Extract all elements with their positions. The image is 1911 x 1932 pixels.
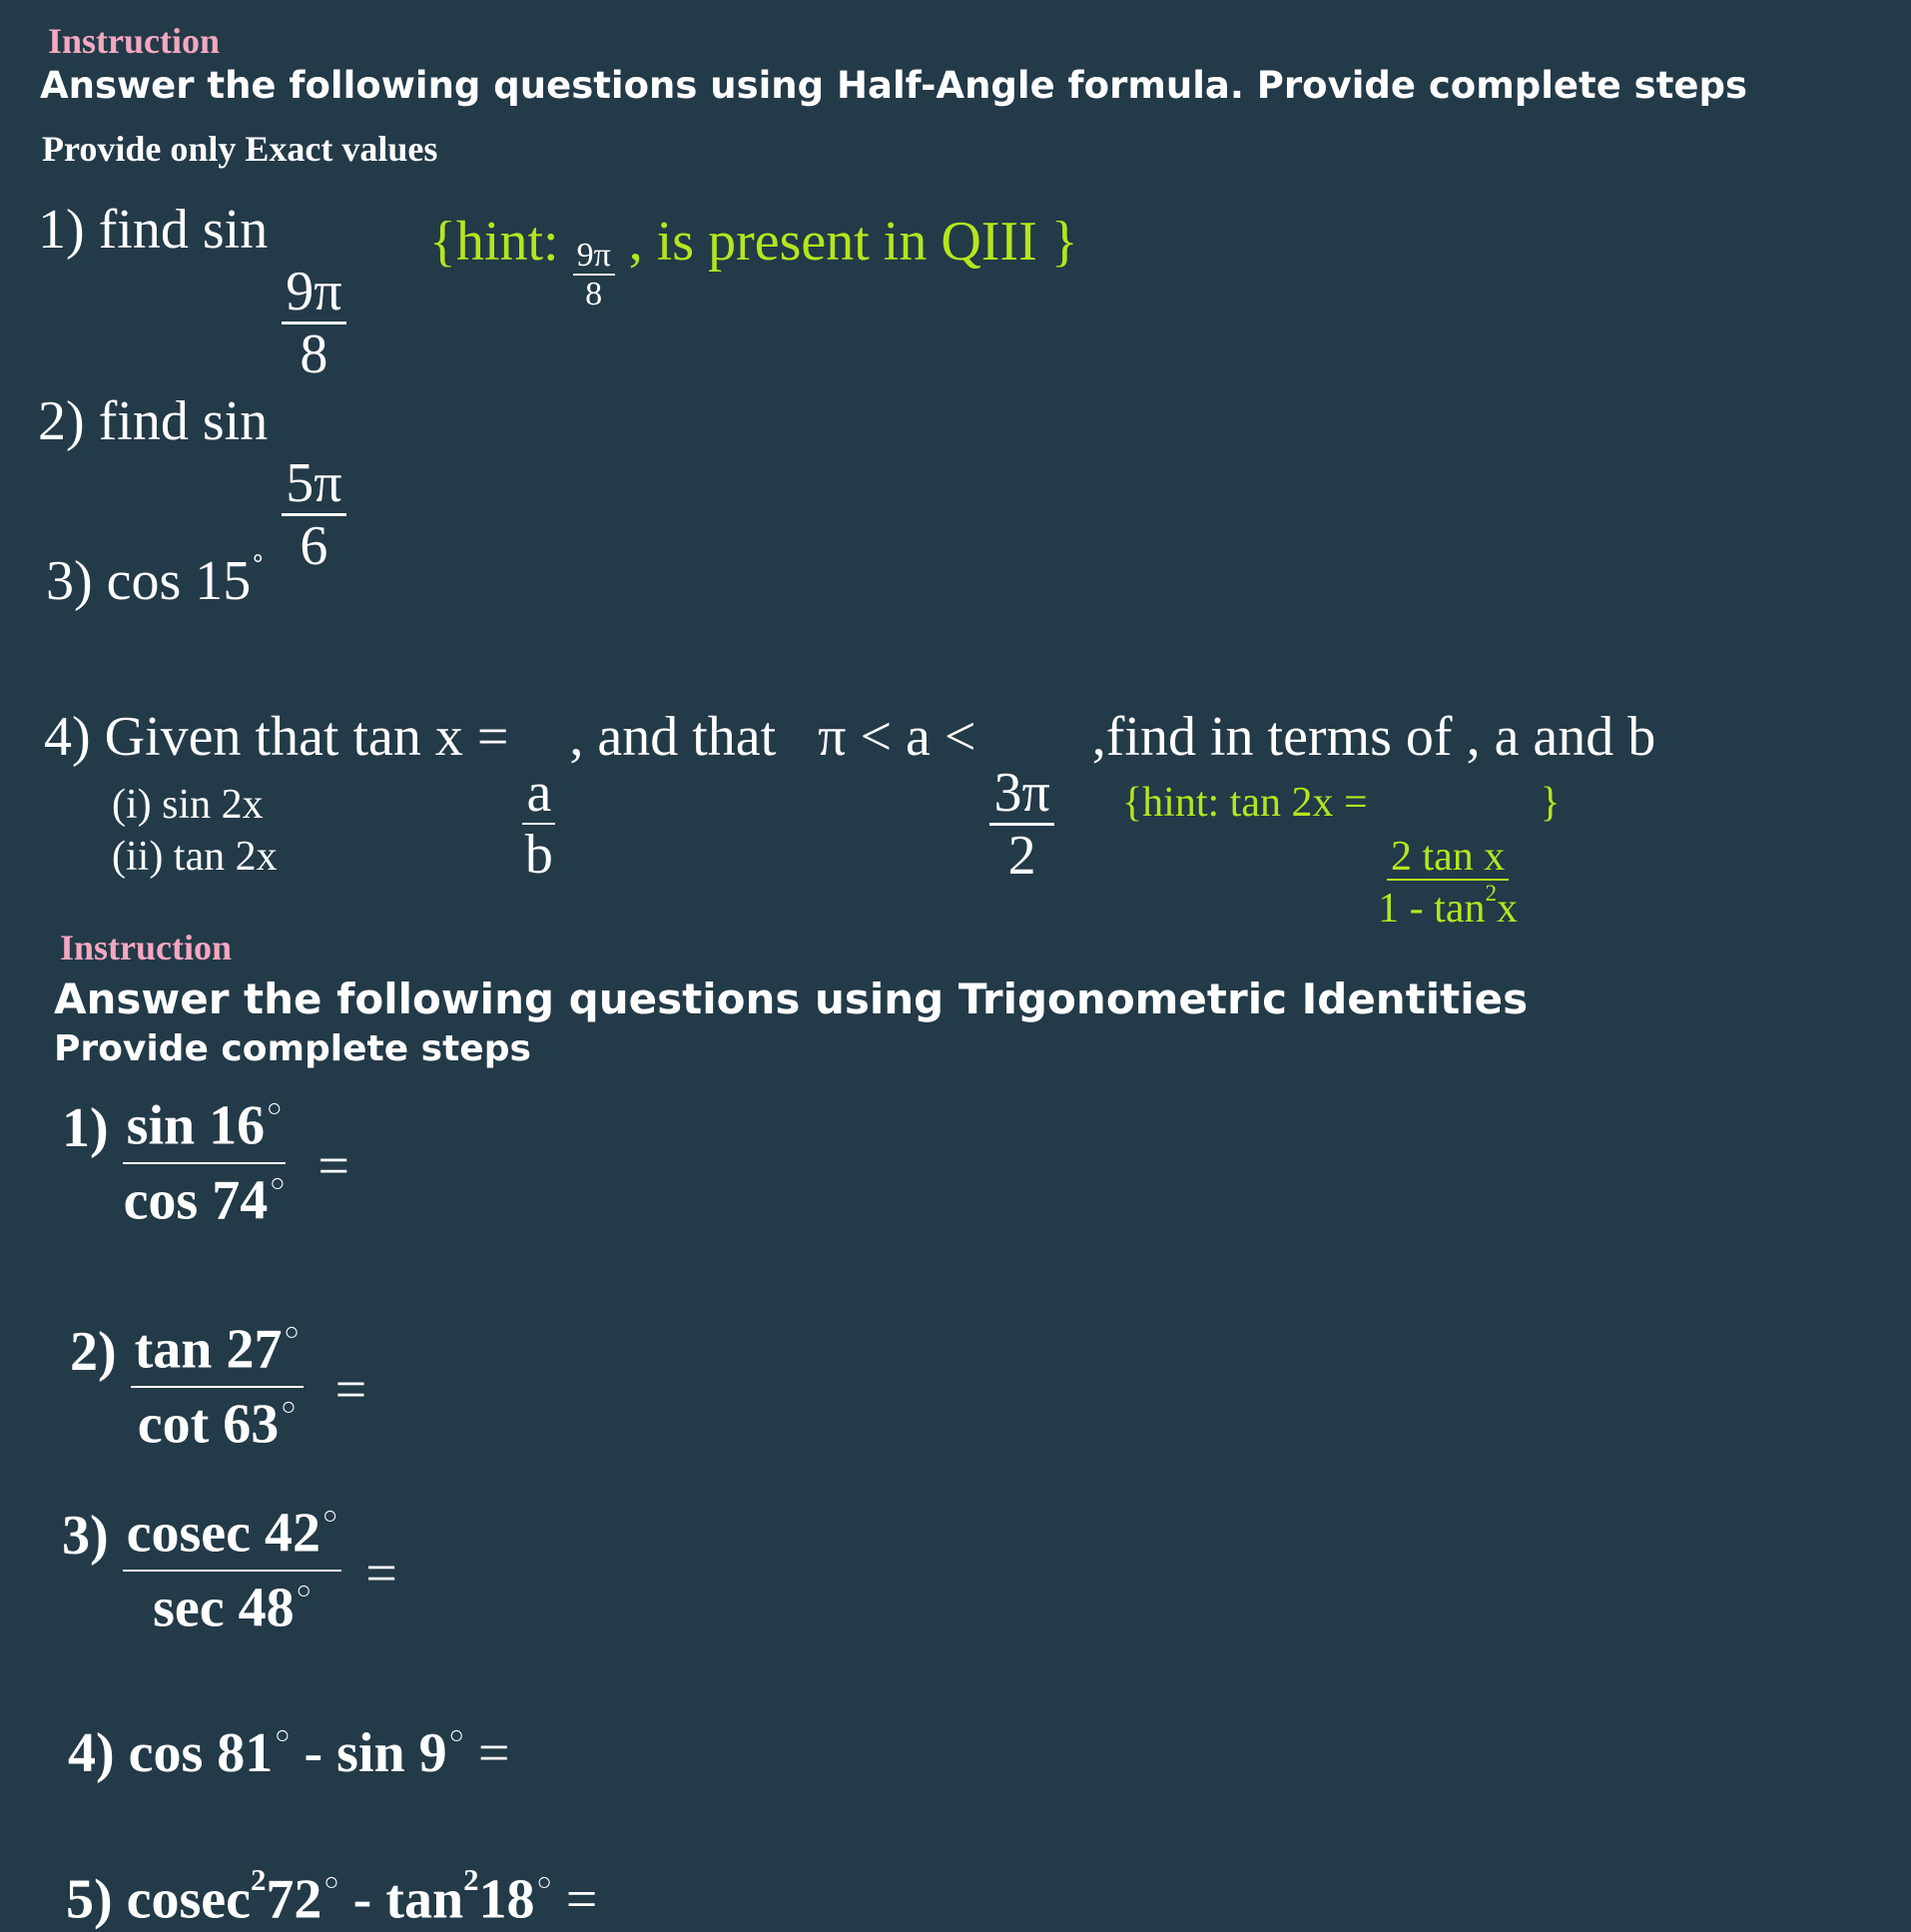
question-4-fraction-ab (522, 764, 555, 886)
identity-4-term-b: - sin 9 (290, 1722, 447, 1784)
identity-1-fraction (123, 1096, 287, 1232)
fraction-2: 2 (1007, 824, 1036, 887)
fraction-a: a (522, 764, 555, 825)
hint-rest: , is present in QIII } (628, 211, 1078, 273)
question-3 (46, 549, 263, 613)
hint-denominator: 8 (585, 275, 603, 313)
identity-5-equals: = (551, 1868, 598, 1931)
question-1-prefix: 1) find sin (38, 199, 269, 261)
fraction-b: b (524, 823, 553, 886)
identity-4-equals: = (463, 1722, 510, 1784)
identity-1-numerator: sin 16○ (123, 1096, 287, 1164)
question-1-numerator: 9π (282, 263, 345, 324)
question-4-mid: , and that (569, 706, 777, 768)
hint-4-denominator: $1 - \tan^2x$ (1378, 880, 1519, 932)
instruction-line-half-angle: Answer the following questions using Half-Angle formula. Provide complete steps (40, 64, 1747, 107)
question-4-fraction-3pi-2 (989, 764, 1053, 887)
identity-3-numerator: cosec 42○ (123, 1504, 342, 1572)
identity-1-denominator: cos 74○ (123, 1169, 286, 1232)
hint-open: {hint: (429, 211, 559, 273)
identity-question-5 (66, 1863, 597, 1932)
instruction-complete-steps: Provide complete steps (54, 1028, 531, 1069)
hint-4-fraction (1378, 835, 1518, 932)
question-1 (38, 198, 346, 385)
identity-5-sup-2: 2 (463, 1863, 479, 1897)
question-4-inequality: π < a < (818, 706, 976, 768)
question-1-denominator: 8 (300, 322, 328, 385)
instruction-exact-values: Provide only Exact values (42, 129, 438, 169)
identity-2-fraction (131, 1320, 304, 1456)
question-3-text: 3) cos 15 (46, 550, 252, 612)
identity-2-equals: = (334, 1359, 367, 1421)
instruction-line-trig-identities: Answer the following questions using Trigonometric Identities (54, 974, 1529, 1023)
instruction-label-2: Instruction (60, 928, 233, 967)
identity-5-term-a: 5) cosec (66, 1868, 252, 1931)
identity-2-index: 2) (70, 1321, 117, 1383)
identity-1-equals: = (318, 1135, 349, 1197)
identity-3-index: 3) (62, 1505, 109, 1567)
question-4-suffix: ,find in terms of , a and b (1091, 706, 1656, 768)
degree-symbol: ○ (323, 1869, 339, 1896)
identity-question-4 (68, 1721, 509, 1785)
degree-symbol: ° (253, 550, 264, 578)
fraction-3pi: 3π (989, 764, 1053, 826)
identity-3-denominator: sec 48○ (153, 1577, 312, 1639)
identity-4-term-a: 4) cos 81 (68, 1722, 274, 1784)
question-4-part-ii: (ii) tan 2x (112, 834, 278, 880)
degree-symbol: ○ (448, 1722, 464, 1750)
identity-5-term-c: - tan (338, 1868, 464, 1931)
degree-symbol: ○ (275, 1722, 291, 1750)
question-2-numerator: 5π (282, 454, 345, 516)
identity-3-equals: = (365, 1543, 397, 1605)
question-1-fraction (282, 263, 345, 385)
question-4-prefix: 4) Given that tan x = (44, 706, 509, 768)
identity-2-numerator: tan 27○ (131, 1320, 304, 1388)
identity-1-index: 1) (62, 1097, 109, 1159)
degree-symbol: ○ (536, 1869, 552, 1896)
identity-5-sup-1: 2 (251, 1863, 267, 1897)
identity-3-fraction (123, 1504, 342, 1639)
question-4-hint (1122, 779, 1561, 932)
identity-5-term-d: 18 (478, 1868, 535, 1931)
hint-4-open: {hint: tan 2x = (1122, 780, 1368, 826)
identity-question-1 (62, 1096, 349, 1232)
hint-fraction (573, 238, 615, 313)
hint-4-close: } (1540, 780, 1561, 826)
question-4-part-i: (i) sin 2x (112, 782, 264, 828)
identity-question-2 (70, 1320, 366, 1456)
hint-numerator: 9π (573, 238, 615, 276)
question-2-fraction (282, 454, 345, 577)
question-1-hint (429, 210, 1078, 313)
instruction-label-1: Instruction (48, 21, 221, 61)
hint-4-numerator: 2 tan x (1387, 835, 1509, 881)
identity-5-term-b: 72 (266, 1868, 322, 1931)
question-2-denominator: 6 (300, 514, 328, 577)
question-2-prefix: 2) find sin (38, 390, 269, 452)
identity-question-3 (62, 1504, 397, 1639)
identity-2-denominator: cot 63○ (137, 1393, 297, 1456)
